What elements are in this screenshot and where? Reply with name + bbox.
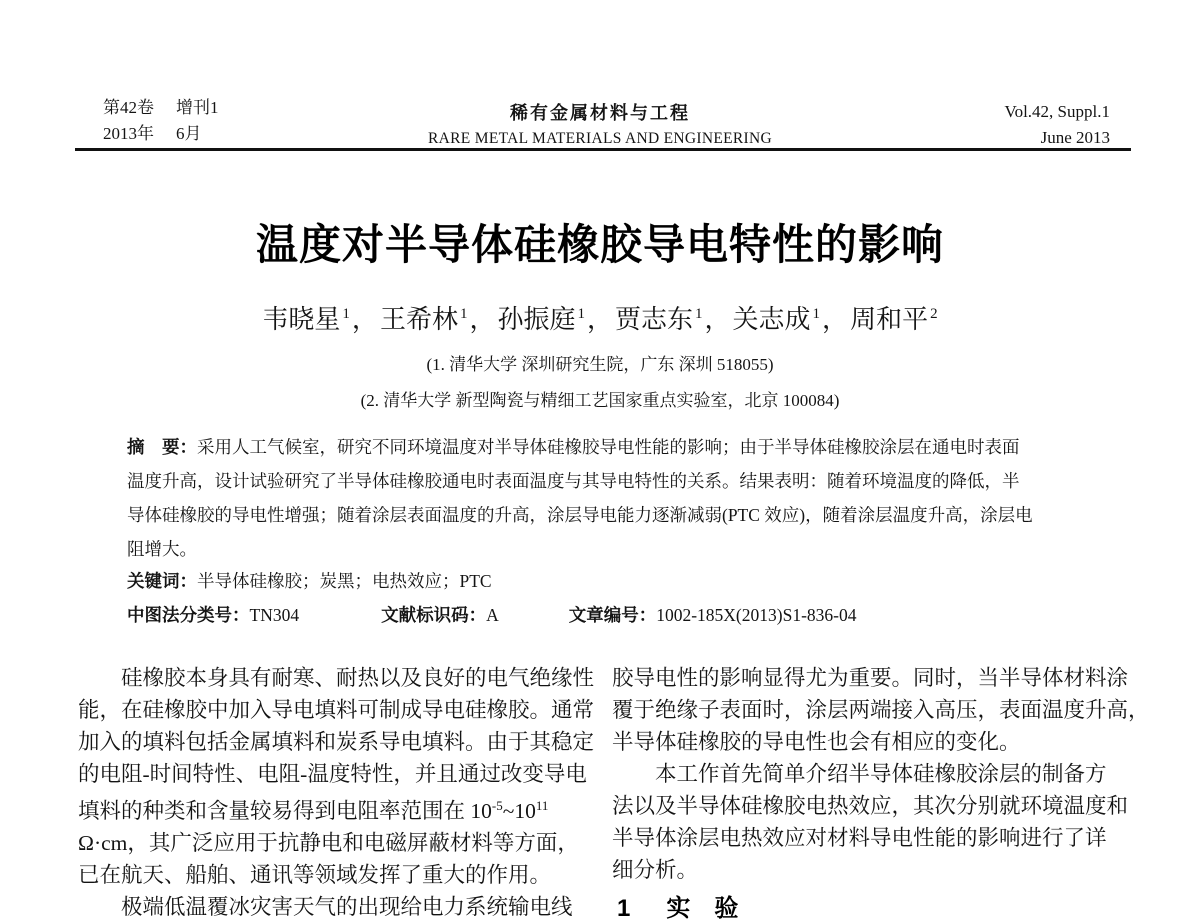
body-line: 能，在硅橡胶中加入导电填料可制成导电硅橡胶。通常: [78, 698, 595, 722]
author-name: 贾志东: [615, 304, 694, 334]
affiliation-1: (1. 清华大学 深圳研究生院，广东 深圳 518055): [426, 355, 774, 374]
section-number: 1: [617, 895, 631, 922]
author-separator: ，: [704, 304, 731, 334]
author-name: 王希林: [379, 304, 458, 334]
body-line: 已在航天、船舶、通讯等领域发挥了重大的作用。: [78, 863, 552, 888]
issue-cn: 增刊1: [176, 98, 219, 117]
body-line: [78, 790, 604, 827]
body-line: 胶导电性的影响显得尤为重要。同时，当半导体材料涂: [612, 666, 1129, 690]
body-line: 半导体硅橡胶的导电性也会有相应的变化。: [612, 730, 1021, 754]
abstract-line: [127, 430, 1107, 464]
section-title: 实 验: [666, 895, 739, 922]
author: [615, 305, 703, 334]
authors-line: [0, 297, 1200, 337]
article-id-value: 1002-185X(2013)S1-836-04: [656, 605, 857, 625]
body-line: 硅橡胶本身具有耐寒、耐热以及良好的电气绝缘性: [121, 666, 595, 690]
body-line: 细分析。: [612, 858, 699, 882]
body-line: 半导体涂层电热效应对材料导电性能的影响进行了详: [612, 826, 1107, 850]
author-affil-sup: 1: [577, 306, 585, 322]
author-separator: ，: [351, 304, 378, 334]
body-column-left: [78, 662, 604, 922]
article-id-label: 文章编号：: [568, 605, 657, 625]
author-affil-sup: 1: [459, 306, 468, 322]
body-line: 的电阻-时间特性、电阻-温度特性，并且通过改变导电: [78, 762, 587, 786]
date-en: June 2013: [1040, 128, 1110, 147]
header-divider: [75, 148, 1131, 151]
author: [497, 305, 585, 334]
body-line: 加入的填料包括金属填料和炭系导电填料。由于其稳定: [78, 730, 595, 754]
header-right-block: [1005, 99, 1111, 151]
author-separator: ，: [469, 304, 496, 334]
paper-title: 温度对半导体硅橡胶导电特性的影响: [255, 221, 944, 268]
author-name: 韦晓星: [262, 304, 341, 334]
author-separator: ，: [586, 304, 613, 334]
classification-line: [127, 598, 856, 632]
month-cn: 6月: [176, 124, 202, 143]
volume-cn: 第42卷: [103, 98, 154, 117]
author: [850, 305, 938, 334]
body-text: 填料的种类和含量较易得到电阻率范围在 10: [78, 799, 492, 824]
section-heading-experiment: [617, 894, 738, 922]
clc-value: TN304: [249, 605, 300, 625]
abstract-block: [127, 430, 1107, 566]
author-name: 孙振庭: [497, 304, 576, 334]
author: [380, 305, 468, 334]
author: [262, 305, 350, 334]
abstract-line: 导体硅橡胶的导电性增强；随着涂层表面温度的升高，涂层导电能力逐渐减弱(PTC 效应)，随着涂层温度升高，涂层电: [127, 505, 1033, 525]
author-affil-sup: 1: [695, 306, 703, 322]
body-line: 覆于绝缘子表面时，涂层两端接入高压，表面温度升高，: [612, 698, 1150, 722]
doc-code-label: 文献标识码：: [381, 605, 487, 625]
exponent: 11: [535, 798, 549, 813]
journal-name-cn: 稀有金属材料与工程: [510, 103, 690, 123]
author-name: 关志成: [732, 304, 811, 334]
exponent: -5: [491, 798, 503, 813]
abstract-line: 阻增大。: [127, 539, 197, 559]
author-separator: ，: [822, 304, 849, 334]
author: [733, 305, 821, 334]
author-affil-sup: 2: [930, 306, 938, 322]
doc-code-value: A: [486, 605, 499, 625]
author-affil-sup: 1: [812, 306, 821, 322]
body-line: 法以及半导体硅橡胶电热效应，其次分别就环境温度和: [612, 794, 1129, 818]
body-column-right: [612, 662, 1150, 886]
abstract-label: 摘 要：: [127, 437, 197, 457]
body-line: 本工作首先简单介绍半导体硅橡胶涂层的制备方: [655, 762, 1107, 786]
abstract-text: 采用人工气候室，研究不同环境温度对半导体硅橡胶导电性能的影响；由于半导体硅橡胶涂层在通电时表面: [197, 437, 1020, 457]
body-line: Ω·cm，其广泛应用于抗静电和电磁屏蔽材料等方面，: [78, 831, 579, 856]
author-name: 周和平: [850, 304, 929, 334]
keywords-line: [127, 564, 492, 598]
author-affil-sup: 1: [342, 306, 350, 322]
keywords-text: 半导体硅橡胶；炭黑；电热效应；PTC: [197, 571, 492, 591]
body-text: ~10: [502, 799, 536, 824]
abstract-line: 温度升高，设计试验研究了半导体硅橡胶通电时表面温度与其导电特性的关系。结果表明：随着环境温度的降低，半: [127, 471, 1020, 491]
keywords-label: 关键词：: [127, 571, 197, 591]
body-line: 极端低温覆冰灾害天气的出现给电力系统输电线: [121, 895, 573, 920]
volume-en: Vol.42, Suppl.1: [1004, 102, 1110, 121]
affiliation-2: (2. 清华大学 新型陶瓷与精细工艺国家重点实验室，北京 100084): [360, 391, 840, 410]
journal-name-en: RARE METAL MATERIALS AND ENGINEERING: [428, 130, 772, 147]
year-cn: 2013年: [103, 124, 154, 143]
clc-label: 中图法分类号：: [127, 605, 250, 625]
